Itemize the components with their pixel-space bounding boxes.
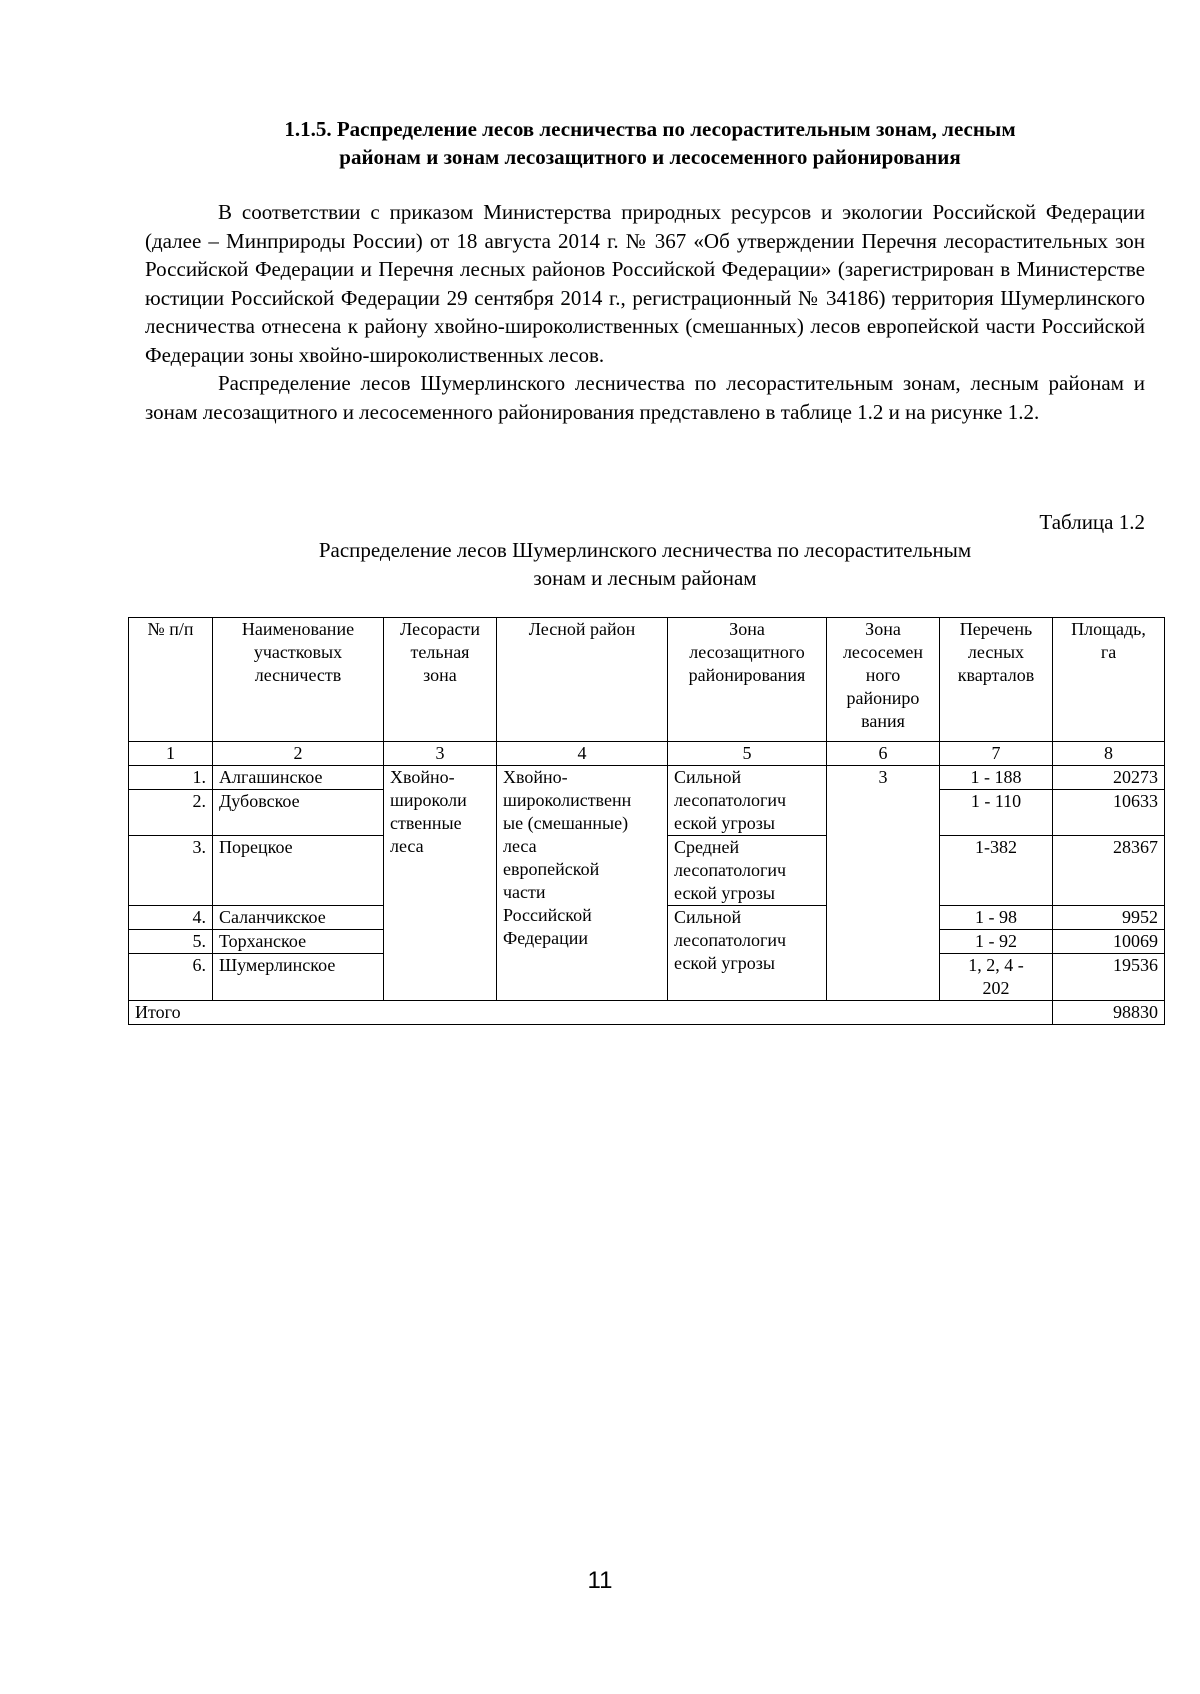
paragraph-2: Распределение лесов Шумерлинского лесничества по лесорастительным зонам, лесным районам и зонам лесозащитного и лесосеменного районирования представлено в таблице 1.2 и на рисунке 1.2. [145,371,1145,424]
forestry-name: Саланчикское [213,906,384,930]
column-number: 2 [213,742,384,766]
quarters-cell: 1 - 98 [940,906,1053,930]
quarters-text: 202 [982,978,1010,998]
area-cell: 19536 [1053,954,1165,1001]
row-number: 6. [129,954,213,1001]
header-cell-quarters [940,618,1053,742]
column-number: 4 [497,742,668,766]
forestry-name: Дубовское [213,790,384,836]
row-number: 5. [129,930,213,954]
quarters-cell: 1 - 188 [940,766,1053,790]
column-number: 7 [940,742,1053,766]
header-text: ного [865,665,901,685]
header-cell-zone [384,618,497,742]
protection-zone-text: еской угрозы [674,953,775,973]
header-text: лесничеств [254,665,342,685]
header-text: Лесорасти [400,619,480,639]
header-text: Площадь, [1071,619,1146,639]
header-cell-area [1053,618,1165,742]
area-cell: 28367 [1053,836,1165,906]
quarters-cell [940,954,1053,1001]
protection-zone-cell [668,766,827,836]
table-header-row [129,618,1165,742]
header-text: тельная [410,642,470,662]
district-text: части [503,882,546,902]
header-text: Зона [729,619,765,639]
zone-text: широколи [390,790,467,810]
forestry-name: Торханское [213,930,384,954]
district-text: Хвойно- [503,767,568,787]
column-number: 8 [1053,742,1165,766]
header-text: вания [861,711,905,731]
header-text: № п/п [147,619,194,639]
quarters-cell: 1 - 110 [940,790,1053,836]
district-text: европейской [503,859,600,879]
header-text: райониро [846,688,920,708]
table-row [129,766,1165,790]
header-text: Перечень [959,619,1033,639]
protection-zone-text: лесопатологич [674,930,787,950]
district-text: Федерации [503,928,589,948]
header-text: Зона [865,619,901,639]
area-cell: 9952 [1053,906,1165,930]
protection-zone-cell [668,906,827,1001]
header-text: лесозащитного [689,642,805,662]
quarters-text: 1, 2, 4 - [968,955,1024,975]
zone-text: Хвойно- [390,767,455,787]
area-cell: 10069 [1053,930,1165,954]
zone-cell [384,766,497,1001]
protection-zone-text: Сильной [674,907,742,927]
total-row [129,1001,1165,1025]
header-text: Лесной район [528,619,636,639]
header-cell-protection-zone [668,618,827,742]
row-number: 4. [129,906,213,930]
protection-zone-text: Сильной [674,767,742,787]
zone-text: леса [390,836,424,856]
header-cell-no [129,618,213,742]
page-number: 11 [587,1567,613,1594]
column-number: 1 [129,742,213,766]
row-number: 1. [129,766,213,790]
section-heading-line-2: районам и зонам лесозащитного и лесосеменного районирования [339,145,961,169]
header-text: кварталов [957,665,1035,685]
column-number: 6 [827,742,940,766]
column-number-row [129,742,1165,766]
table-title-line-1: Распределение лесов Шумерлинского лесничества по лесорастительным [318,538,972,562]
area-cell: 20273 [1053,766,1165,790]
protection-zone-text: Средней [674,837,740,857]
district-text: ые (смешанные) [503,813,629,833]
area-cell: 10633 [1053,790,1165,836]
column-number: 3 [384,742,497,766]
zone-text: ственные [390,813,462,833]
protection-zone-cell [668,836,827,906]
header-text: участковых [253,642,343,662]
table-number: Таблица 1.2 [1039,510,1145,534]
table-title-line-2: зонам и лесным районам [533,566,757,590]
header-cell-seed-zone [827,618,940,742]
header-text: га [1100,642,1117,662]
row-number: 3. [129,836,213,906]
header-text: лесосемен [842,642,924,662]
total-area: 98830 [1053,1001,1165,1025]
protection-zone-text: лесопатологич [674,790,787,810]
total-label: Итого [129,1001,1053,1025]
forestry-name: Шумерлинское [213,954,384,1001]
forestry-name: Порецкое [213,836,384,906]
header-text: зона [423,665,457,685]
section-heading-line-1: 1.1.5. Распределение лесов лесничества по лесорастительным зонам, лесным [284,117,1016,141]
forest-distribution-table [128,617,1165,1025]
quarters-cell: 1 - 92 [940,930,1053,954]
header-text: лесных [967,642,1025,662]
forestry-name: Алгашинское [213,766,384,790]
paragraph-1: В соответствии с приказом Министерства природных ресурсов и экологии Российской Федерации (далее – Минприроды России) от 18 августа 2014 г. № 367 «Об утверждении Перечня лесорастительных зон Российской Федерации и Перечня лесных районов Российской Федерации» (зарегистрирован в Министерстве юстиции Российской Федерации 29 сентября 2014 г., регистрационный № 34186) территория Шумерлинского лесничества отнесена к району хвойно-широколиственных (смешанных) лесов европейской части Российской Федерации зоны хвойно-широколиственных лесов. [145,200,1145,367]
header-text: Наименование [241,619,355,639]
protection-zone-text: еской угрозы [674,883,775,903]
seed-zone-cell: 3 [827,766,940,1001]
district-text: широколиственн [503,790,632,810]
district-cell [497,766,668,1001]
table-caption [145,508,1145,592]
body-text [145,198,1145,426]
protection-zone-text: лесопатологич [674,860,787,880]
column-number: 5 [668,742,827,766]
protection-zone-text: еской угрозы [674,813,775,833]
row-number: 2. [129,790,213,836]
quarters-cell: 1-382 [940,836,1053,906]
section-heading [170,115,1130,171]
district-text: леса [503,836,537,856]
district-text: Российской [503,905,592,925]
header-cell-forestry [213,618,384,742]
header-cell-district [497,618,668,742]
header-text: районирования [688,665,806,685]
